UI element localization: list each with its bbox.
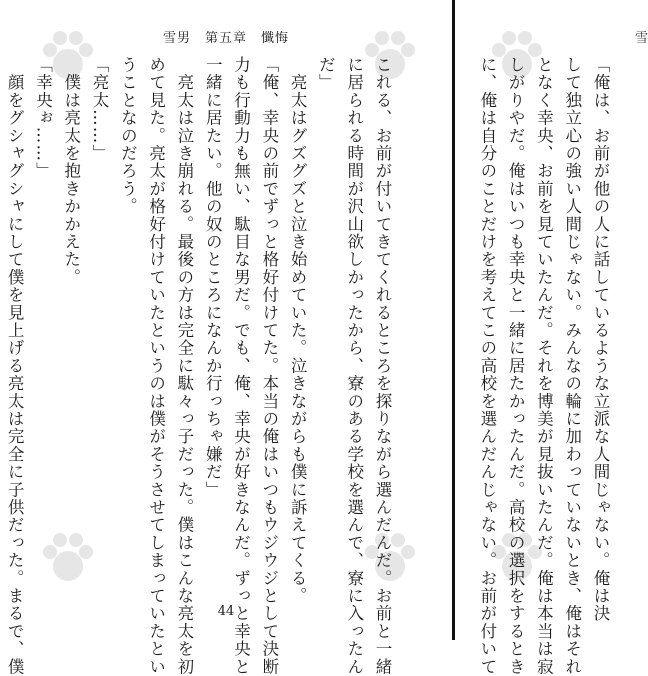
text-line: 僕は亮太を抱きかかえた。: [61, 56, 81, 287]
page-number: 44: [217, 604, 235, 619]
text-line: 「俺、幸央の前でずっと格好付けてた。本当の俺はいつもウジウジとして決断: [259, 56, 279, 676]
text-line: 一緒に居たい。他の奴のところになんか行っちゃ嫌だ」: [203, 56, 223, 499]
text-line: 「俺は、お前が他の人に話しているような立派な人間じゃない。俺は決: [591, 56, 610, 623]
text-line: に居られる時間が沢山欲しかったから、寮のある学校を選んで、寮に入ったん: [344, 56, 364, 676]
text-line: これる、お前が付いてきてくれるところを探りながら選んだんだ。お前と一緒: [373, 56, 392, 676]
text-line: 顔をグシャグシャにして僕を見上げる亮太は完全に子供だった。まるで、僕: [5, 56, 25, 676]
text-line: しがりやだ。俺はいつも幸央と一緒に居たかったんだ。高校の選択をするとき: [506, 56, 526, 676]
text-line: して独立心の強い人間じゃない。みんなの輪に加わっていないとき、俺はそれ: [562, 56, 582, 676]
right-page: [455, 0, 648, 676]
text-line: となく幸央、お前を見ていたんだ。それを博美が見抜いたんだ。俺は本当は寂: [534, 56, 554, 676]
body-text: [473, 56, 614, 676]
text-line: うことなのだろう。: [118, 56, 138, 216]
text-line: 亮太はグズグズと泣き始めていた。泣きながらも僕に訴えてくる。: [288, 56, 308, 605]
running-header: 雪男 第五章 懺悔: [162, 31, 289, 46]
text-line: に、俺は自分のことだけを考えてこの高校を選んだんじゃない。お前が付いて: [477, 56, 497, 676]
text-line: めて見た。亮太が格好付けていたというのは僕がそうさせてしまっていたとい: [146, 56, 166, 676]
text-line: 亮太は泣き崩れる。最後の方は完全に駄々っ子だった。僕はこんな亮太を初: [174, 56, 194, 676]
text-line: 力も行動力も無い、駄目な男だ。でも、俺、幸央が好きなんだ。ずっと幸央と: [231, 56, 251, 676]
text-line: 「幸央ぉ……」: [33, 56, 53, 180]
text-line: 「亮太……」: [90, 56, 110, 163]
running-header: 雪: [634, 31, 648, 46]
text-line: だ」: [316, 56, 336, 92]
